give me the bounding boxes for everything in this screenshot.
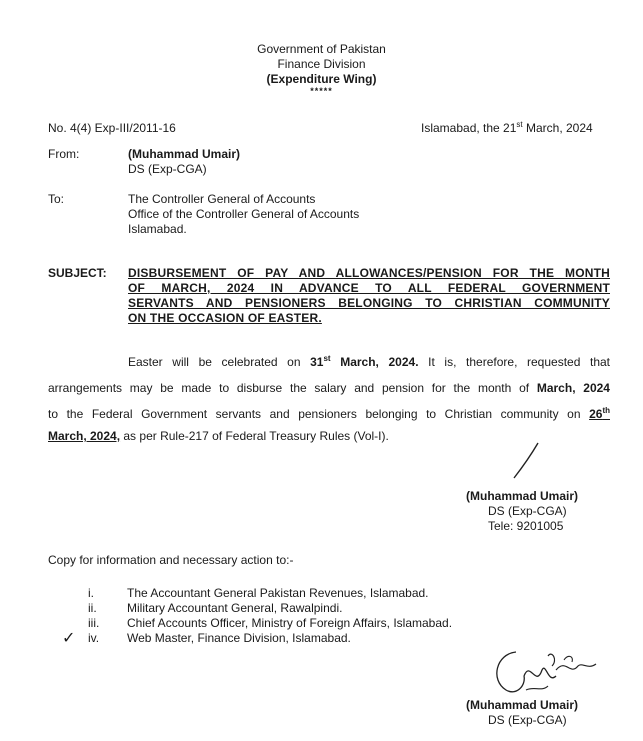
header-stars: *****: [310, 86, 333, 96]
header-wing: (Expenditure Wing): [266, 72, 377, 86]
body-line-1: [128, 355, 610, 369]
body-line-2: [48, 381, 610, 395]
header-division: Finance Division: [277, 57, 366, 71]
body-l4-date: March, 2024,: [48, 429, 121, 443]
reference-number: No. 4(4) Exp-III/2011-16: [48, 121, 176, 135]
copy-num-4: iv.: [88, 631, 100, 645]
sign-tele: Tele: 9201005: [488, 519, 564, 533]
to-label: To:: [48, 192, 65, 206]
place-date: [421, 121, 593, 135]
subject-line-2: OF MARCH, 2024 IN ADVANCE TO ALL FEDERAL GOVERNMENT: [128, 281, 610, 295]
to-line-1: The Controller General of Accounts: [128, 192, 316, 206]
body-l3-a: to the Federal Government servants and pensioners belonging to Christian community on: [48, 407, 590, 421]
to-line-3: Islamabad.: [128, 222, 187, 236]
body-l3-date: 26th: [589, 406, 610, 421]
body-l4-b: as per Rule-217 of Federal Treasury Rules (Vol-I).: [120, 429, 389, 443]
body-l1-date: 31st March, 2024.: [310, 354, 419, 369]
subject-line-1: DISBURSEMENT OF PAY AND ALLOWANCES/PENSION FOR THE MONTH: [128, 266, 610, 280]
date-suffix: st: [516, 120, 523, 129]
copy-num-2: ii.: [88, 601, 97, 615]
copy-heading: Copy for information and necessary action to:-: [48, 553, 294, 567]
body-l1-a: Easter will be celebrated on: [128, 355, 311, 369]
copy-num-3: iii.: [88, 616, 100, 630]
copy-item-3: Chief Accounts Officer, Ministry of Foreign Affairs, Islamabad.: [127, 616, 453, 630]
body-l2-b: March, 2024: [536, 381, 610, 395]
date-place: Islamabad, the 21: [421, 121, 517, 135]
from-designation: DS (Exp-CGA): [128, 162, 207, 176]
copy-item-2: Military Accountant General, Rawalpindi.: [127, 601, 343, 615]
signature-stroke-1: [508, 440, 544, 482]
subject-line-4: ON THE OCCASION OF EASTER.: [128, 311, 322, 325]
body-l1-b: It is, therefore, requested that: [418, 355, 611, 369]
final-sign-designation: DS (Exp-CGA): [488, 713, 567, 727]
body-line-3: [48, 407, 610, 421]
subject-line-3: SERVANTS AND PENSIONERS BELONGING TO CHRISTIAN COMMUNITY: [128, 296, 610, 310]
date-month-year: March, 2024: [522, 121, 593, 135]
to-line-2: Office of the Controller General of Accounts: [128, 207, 360, 221]
copy-item-4: Web Master, Finance Division, Islamabad.: [127, 631, 351, 645]
body-l2-a: arrangements may be made to disburse the salary and pension for the month of: [48, 381, 537, 395]
copy-item-1: The Accountant General Pakistan Revenues, Islamabad.: [127, 586, 429, 600]
from-label: From:: [48, 147, 80, 161]
copy-num-1: i.: [88, 586, 94, 600]
from-name: (Muhammad Umair): [128, 147, 241, 161]
sign-designation: DS (Exp-CGA): [488, 504, 567, 518]
header-govt: Government of Pakistan: [257, 42, 386, 56]
final-sign-name: (Muhammad Umair): [466, 698, 579, 712]
sign-name: (Muhammad Umair): [466, 489, 579, 503]
subject-label: SUBJECT:: [48, 266, 107, 280]
body-line-4: [48, 429, 389, 443]
tick-icon: ✓: [62, 630, 76, 647]
